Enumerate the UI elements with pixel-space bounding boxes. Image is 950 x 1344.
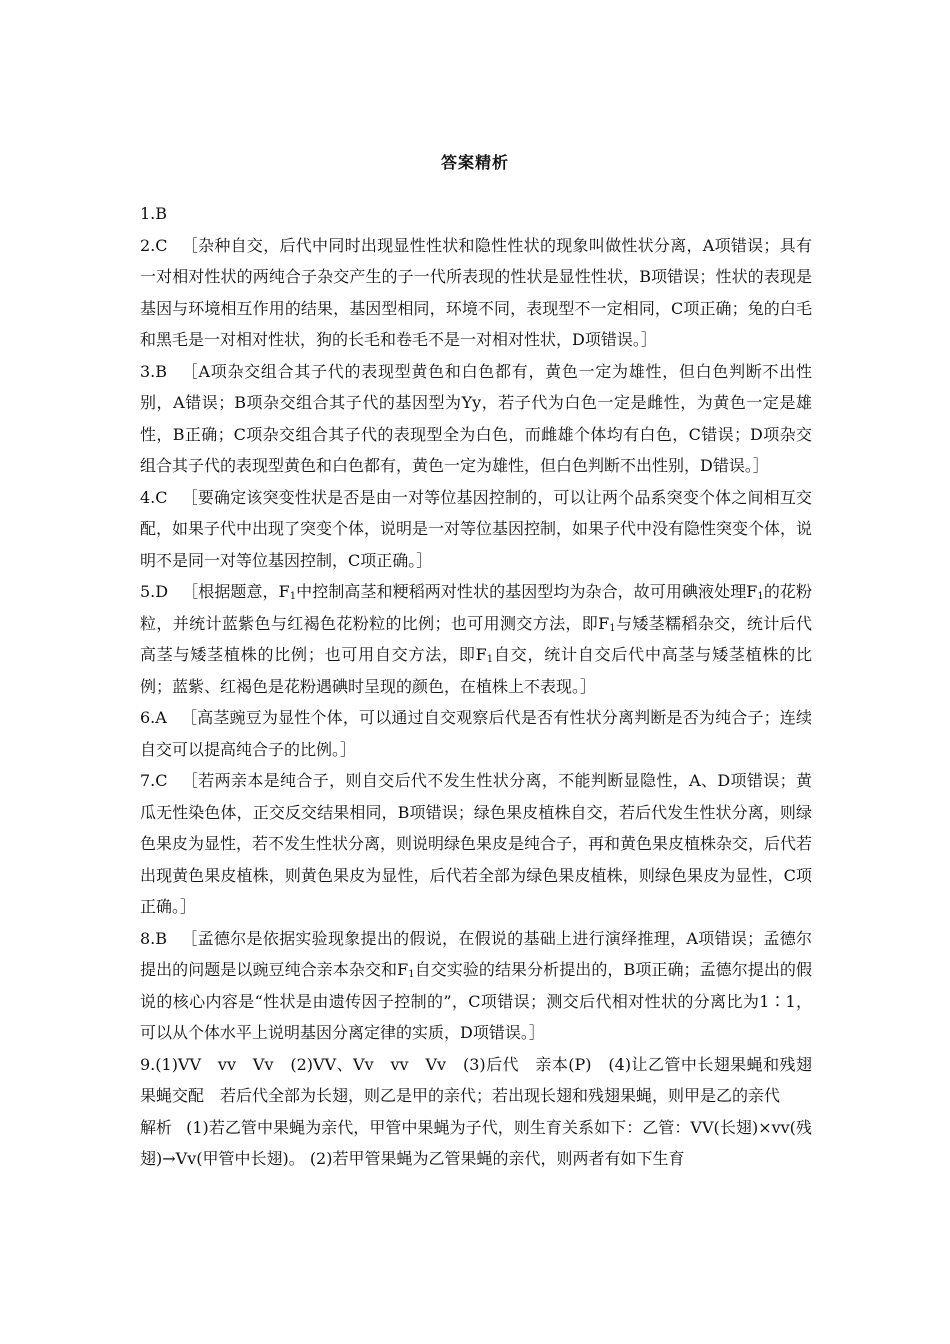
answer-label: 8.B xyxy=(140,928,168,948)
answer-label: 4.C xyxy=(140,487,168,507)
answer-explanation: ［根据题意，$F_1$中控制高茎和粳稻两对性状的基因型均为杂合，故可用碘液处理$F_1$的花粉粒，并统计蓝紫色与红褐色花粉粒的比例；也可用测交方法，即$F_1$与矮茎糯稻杂交，统计后代高茎与矮茎植株的比例；也可用自交方法，即$F_1$自交，统计自交后代中高茎与矮茎植株的比例；蓝紫、红褐色是花粉遇碘时呈现的颜色，在植株上不表现。］ xyxy=(140,582,812,696)
answer-item-1 xyxy=(140,198,812,230)
answer-item-7 xyxy=(140,765,812,923)
analysis-paragraph xyxy=(140,1112,812,1175)
analysis-text: (1)若乙管中果蝇为亲代，甲管中果蝇为子代，则生育关系如下：乙管：VV(长翅)×vv(残翅)→Vv(甲管中长翅)。 (2)若甲管果蝇为乙管果蝇的亲代，则两者有如下生育 xyxy=(140,1117,812,1168)
answer-explanation: (1)VV vv Vv (2)VV、Vv vv Vv (3)后代 亲本(P) (4)让乙管中长翅果蝇和残翅果蝇交配 若后代全部为长翅，则乙是甲的亲代；若出现长翅和残翅果蝇，则甲是乙的亲代 xyxy=(140,1054,812,1105)
answer-item-5 xyxy=(140,576,812,702)
answer-label: 2.C xyxy=(140,235,168,255)
answer-label: 3.B xyxy=(140,361,168,381)
answer-explanation: ［要确定该突变性状是否是由一对等位基因控制的，可以让两个品系突变个体之间相互交配，如果子代中出现了突变个体，说明是一对等位基因控制，如果子代中没有隐性突变个体，说明不是同一对等位基因控制，C项正确。］ xyxy=(140,487,813,570)
answer-item-9 xyxy=(140,1049,812,1112)
answer-explanation: ［高茎豌豆为显性个体，可以通过自交观察后代是否有性状分离判断是否为纯合子；连续自交可以提高纯合子的比例。］ xyxy=(140,708,812,759)
analysis-label: 解析 xyxy=(140,1117,173,1137)
answer-explanation: ［杂种自交，后代中同时出现显性性状和隐性性状的现象叫做性状分离，A项错误；具有一对相对性状的两纯合子杂交产生的子一代所表现的性状是显性性状，B项错误；性状的表现是基因与环境相互作用的结果，基因型相同，环境不同，表现型不一定相同，C项正确；兔的白毛和黑毛是一对相对性状，狗的长毛和卷毛不是一对相对性状，D项错误。］ xyxy=(140,235,812,349)
answer-explanation: ［孟德尔是依据实验现象提出的假说，在假说的基础上进行演绎推理，A项错误；孟德尔提出的问题是以豌豆纯合亲本杂交和$F_1$自交实验的结果分析提出的，B项正确；孟德尔提出的假说的核心内容是“性状是由遗传因子控制的”，C项错误；测交后代相对性状的分离比为1∶1，可以从个体水平上说明基因分离定律的实质，D项错误。］ xyxy=(140,928,812,1042)
answer-label: 5.D xyxy=(140,582,169,601)
answer-explanation: ［A项杂交组合其子代的表现型黄色和白色都有，黄色一定为雄性，但白色判断不出性别，A错误；B项杂交组合其子代的基因型为Yy，若子代为白色一定是雌性，为黄色一定是雄性，B正确；C项杂交组合其子代的表现型全为白色，而雌雄个体均有白色，C错误；D项杂交组合其子代的表现型黄色和白色都有，黄色一定为雄性，但白色判断不出性别，D错误。］ xyxy=(140,361,812,475)
answer-item-6 xyxy=(140,702,812,765)
answer-item-2 xyxy=(140,230,812,356)
answer-item-8 xyxy=(140,923,812,1049)
answer-list xyxy=(140,198,812,1175)
page-title: 答案精析 xyxy=(440,153,509,172)
answer-label: 7.C xyxy=(140,771,168,790)
answer-explanation: ［若两亲本是纯合子，则自交后代不发生性状分离，不能判断显隐性，A、D项错误；黄瓜无性染色体，正交反交结果相同，B项错误；绿色果皮植株自交，若后代发生性状分离，则绿色果皮为显性，若不发生性状分离，则说明绿色果皮是纯合子，再和黄色果皮植株杂交，后代若出现黄色果皮植株，则黄色果皮为显性，后代若全部为绿色果皮植株，则绿色果皮为显性，C项正确。］ xyxy=(140,771,813,916)
answer-item-4 xyxy=(140,482,812,577)
answer-item-3 xyxy=(140,356,812,482)
answer-label: 9. xyxy=(140,1054,156,1074)
answer-label: 6.A xyxy=(140,708,167,727)
answer-label: 1.B xyxy=(140,204,168,223)
